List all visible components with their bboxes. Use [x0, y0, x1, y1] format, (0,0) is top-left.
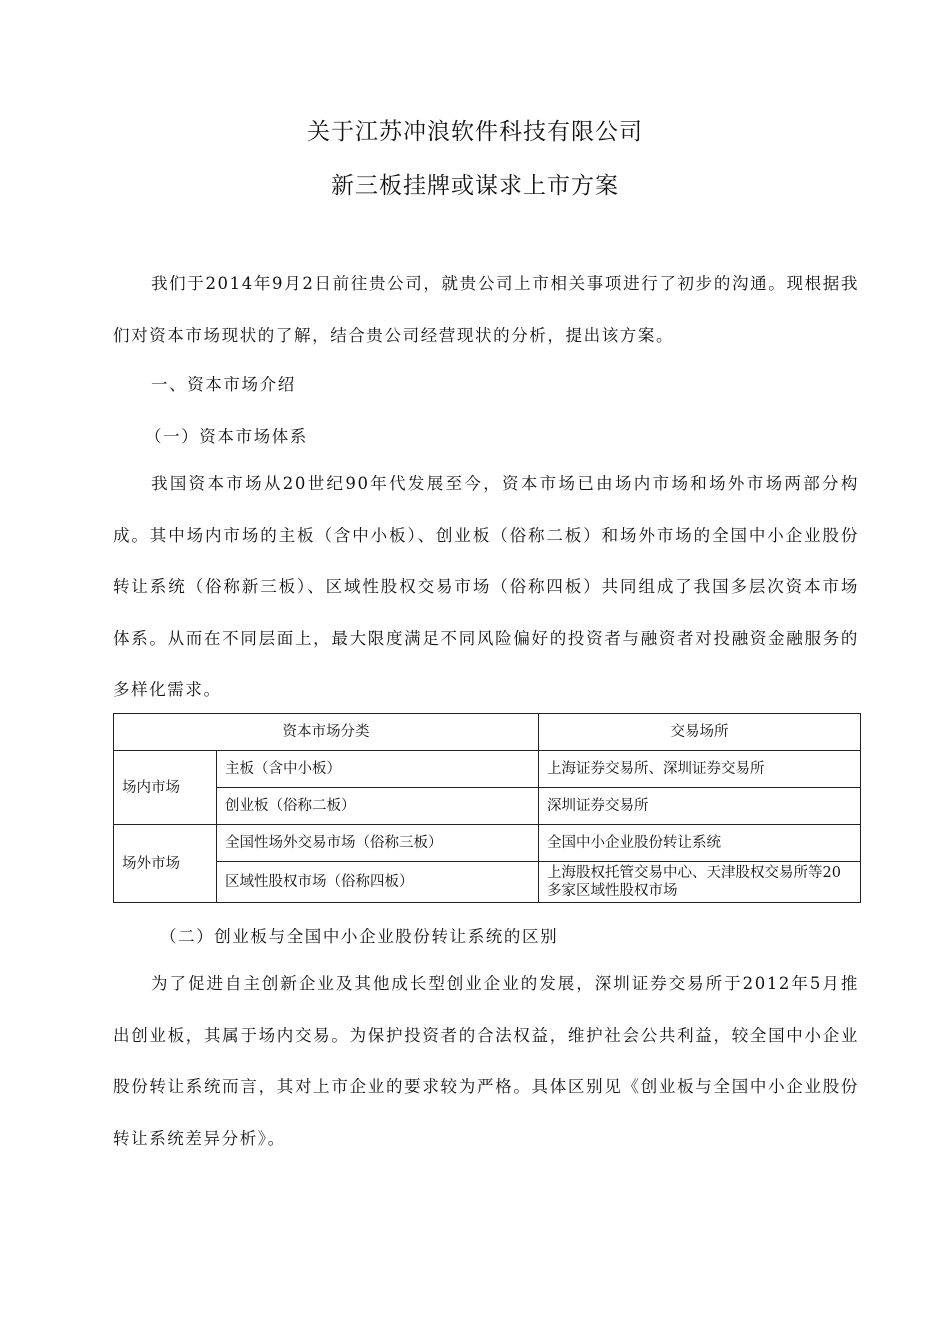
table-cell-venue: 深圳证券交易所	[539, 788, 861, 825]
capital-market-table	[113, 713, 861, 903]
table-cell-venue: 上海股权托管交易中心、天津股权交易所等20多家区域性股权市场	[539, 862, 861, 903]
table-group-name: 场外市场	[114, 825, 217, 903]
document-title-line1: 关于江苏冲浪软件科技有限公司	[307, 119, 643, 145]
table-header-category: 资本市场分类	[114, 714, 539, 751]
table-cell-category: 主板（含中小板）	[217, 751, 539, 788]
table-row	[114, 862, 861, 903]
table-group-name: 场内市场	[114, 751, 217, 825]
table-header-row	[114, 714, 861, 751]
section1-heading: 一、资本市场介绍	[151, 375, 296, 394]
table-cell-category: 区域性股权市场（俗称四板）	[217, 862, 539, 903]
table-cell-category: 全国性场外交易市场（俗称三板）	[217, 825, 539, 862]
table-row	[114, 825, 861, 862]
table-row	[114, 788, 861, 825]
table-cell-venue: 上海证券交易所、深圳证券交易所	[539, 751, 861, 788]
subsection1-heading: （一）资本市场体系	[145, 427, 308, 446]
intro-paragraph: 我们于2014年9月2日前往贵公司，就贵公司上市相关事项进行了初步的沟通。现根据我们对资本市场现状的了解，结合贵公司经营现状的分析，提出该方案。	[113, 274, 859, 345]
document-title-line2: 新三板挂牌或谋求上市方案	[331, 173, 619, 199]
table-header-venue: 交易场所	[539, 714, 861, 751]
table-cell-category: 创业板（俗称二板）	[217, 788, 539, 825]
subsection2-heading: （二）创业板与全国中小企业股份转让系统的区别	[160, 927, 559, 946]
table-cell-venue: 全国中小企业股份转让系统	[539, 825, 861, 862]
subsection2-paragraph: 为了促进自主创新企业及其他成长型创业企业的发展，深圳证券交易所于2012年5月推出创业板，其属于场内交易。为保护投资者的合法权益，维护社会公共利益，较全国中小企业股份转让系统而言，其对上市企业的要求较为严格。具体区别见《创业板与全国中小企业股份转让系统差异分析》。	[113, 974, 859, 1148]
table-row	[114, 751, 861, 788]
subsection1-paragraph: 我国资本市场从20世纪90年代发展至今，资本市场已由场内市场和场外市场两部分构成。其中场内市场的主板（含中小板）、创业板（俗称二板）和场外市场的全国中小企业股份转让系统（俗称新三板）、区域性股权交易市场（俗称四板）共同组成了我国多层次资本市场体系。从而在不同层面上，最大限度满足不同风险偏好的投资者与融资者对投融资金融服务的多样化需求。	[113, 474, 859, 699]
